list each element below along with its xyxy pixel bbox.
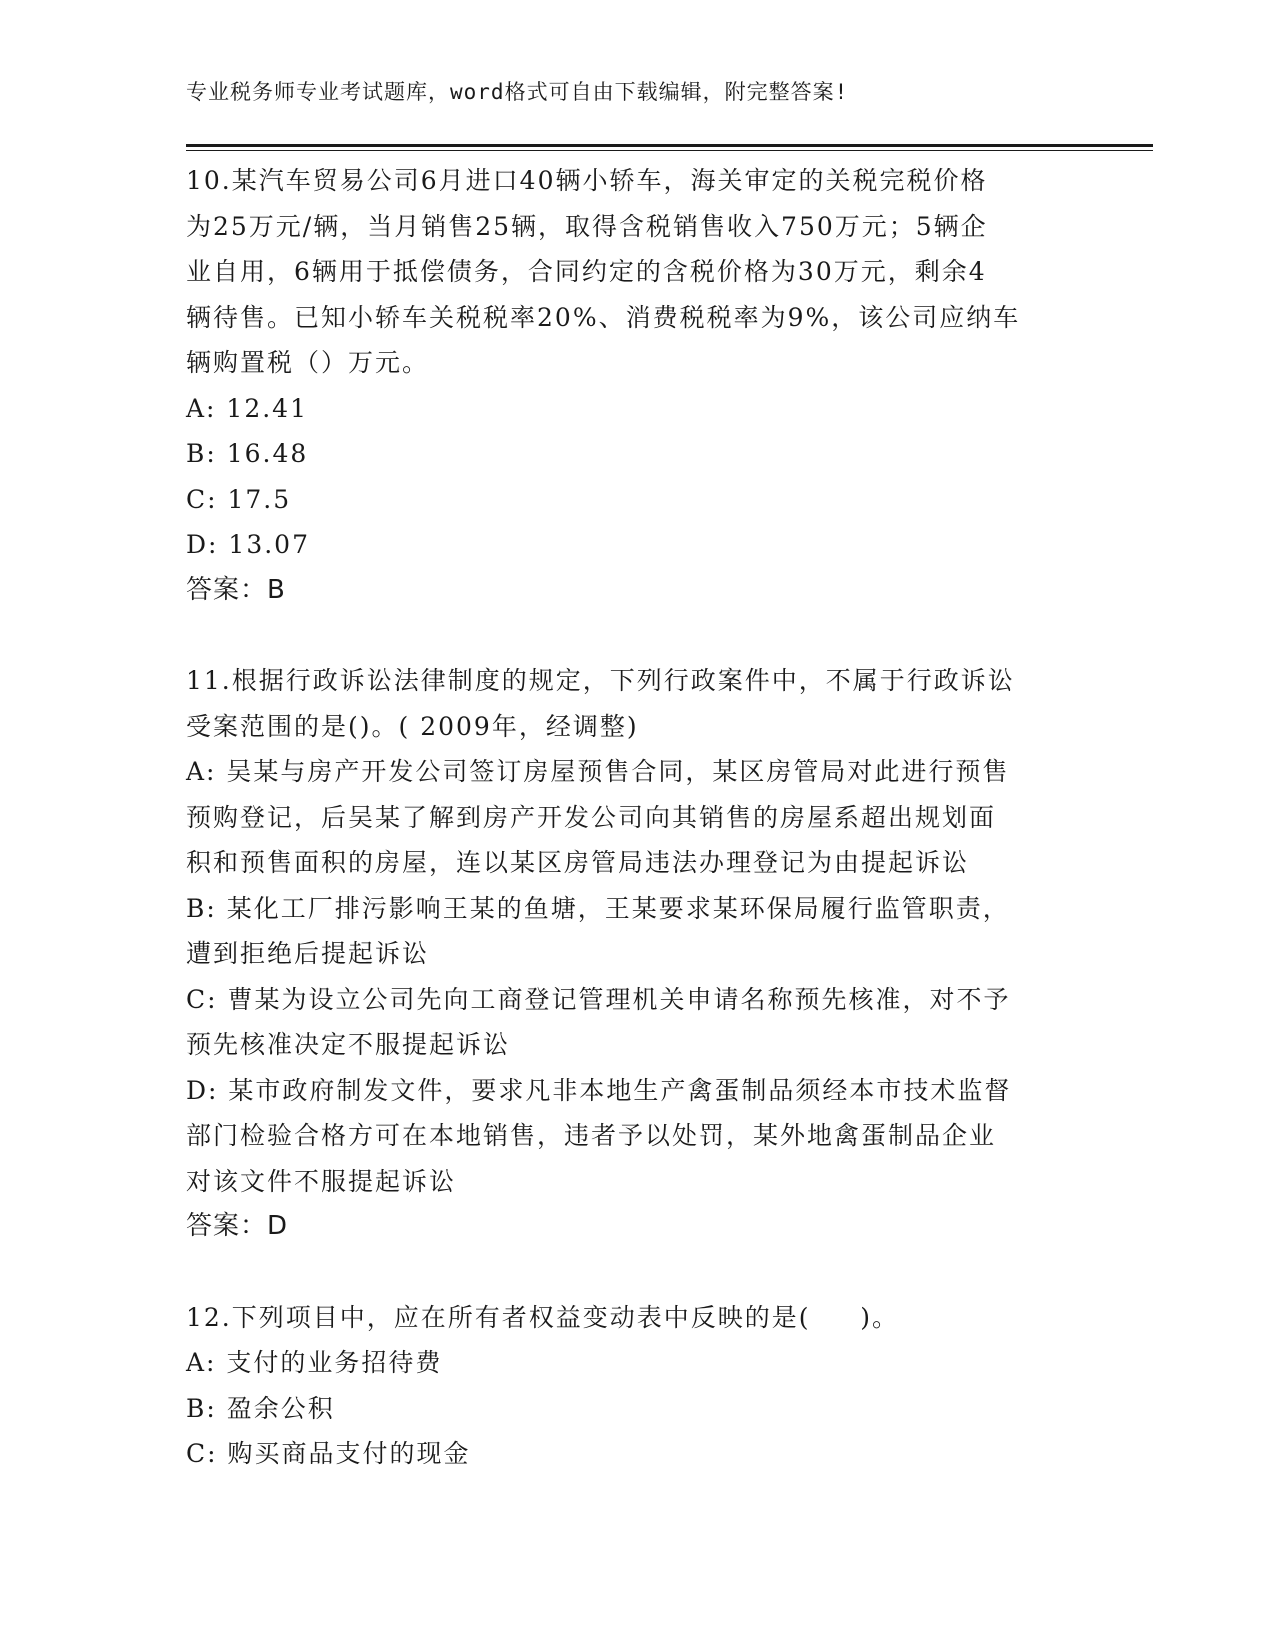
header-rule-thick [186,144,1153,147]
option-b: B: 16.48 [186,439,309,468]
option-a: A: 吴某与房产开发公司签订房屋预售合同，某区房管局对此进行预售 [186,757,1010,786]
option-c-cont: 预先核准决定不服提起诉讼 [186,1030,511,1059]
question-stem-line: 11.根据行政诉讼法律制度的规定，下列行政案件中，不属于行政诉讼 [186,666,1015,695]
option-c: C: 购买商品支付的现金 [186,1439,471,1468]
question-11 [186,658,1066,1250]
option-b: B: 某化工厂排污影响王某的鱼塘，王某要求某环保局履行监管职责， [186,893,1010,923]
question-12 [186,1295,1066,1477]
answer: 答案：B [186,574,286,605]
option-b: B: 盈余公积 [186,1393,335,1423]
answer: 答案：D [186,1211,289,1241]
option-b-cont: 遭到拒绝后提起诉讼 [186,939,430,968]
question-stem-line: 10.某汽车贸易公司6月进口40辆小轿车，海关审定的关税完税价格 [186,166,988,195]
option-a: A: 12.41 [186,393,308,423]
option-d: D: 13.07 [186,530,310,559]
question-stem-line: 辆待售。已知小轿车关税税率20%、消费税税率为9%，该公司应纳车 [186,302,1021,332]
question-stem-line: 12.下列项目中，应在所有者权益变动表中反映的是( )。 [186,1302,900,1332]
option-d-cont: 对该文件不服提起诉讼 [186,1166,457,1196]
header-rule-thin [186,150,1153,151]
option-d: D: 某市政府制发文件，要求凡非本地生产禽蛋制品须经本市技术监督 [186,1075,1012,1105]
question-list [186,158,1066,1477]
option-c: C: 曹某为设立公司先向工商登记管理机关申请名称预先核准，对不予 [186,984,1011,1014]
option-a-cont: 积和预售面积的房屋，连以某区房管局违法办理登记为由提起诉讼 [186,848,970,877]
question-stem-line: 为25万元/辆，当月销售25辆，取得含税销售收入750万元；5辆企 [186,211,988,241]
question-stem-line: 业自用，6辆用于抵偿债务，合同约定的含税价格为30万元，剩余4 [186,257,987,286]
question-stem-line: 辆购置税（）万元。 [186,348,430,377]
option-a-cont: 预购登记，后吴某了解到房产开发公司向其销售的房屋系超出规划面 [186,802,997,832]
question-10 [186,158,1066,613]
page-header: 专业税务师专业考试题库，word格式可自由下载编辑，附完整答案! [186,80,849,104]
question-stem-line: 受案范围的是()。( 2009年，经调整) [186,711,639,741]
option-c: C: 17.5 [186,484,292,514]
option-d-cont: 部门检验合格方可在本地销售，违者予以处罚，某外地禽蛋制品企业 [186,1121,997,1150]
option-a: A: 支付的业务招待费 [186,1348,443,1377]
